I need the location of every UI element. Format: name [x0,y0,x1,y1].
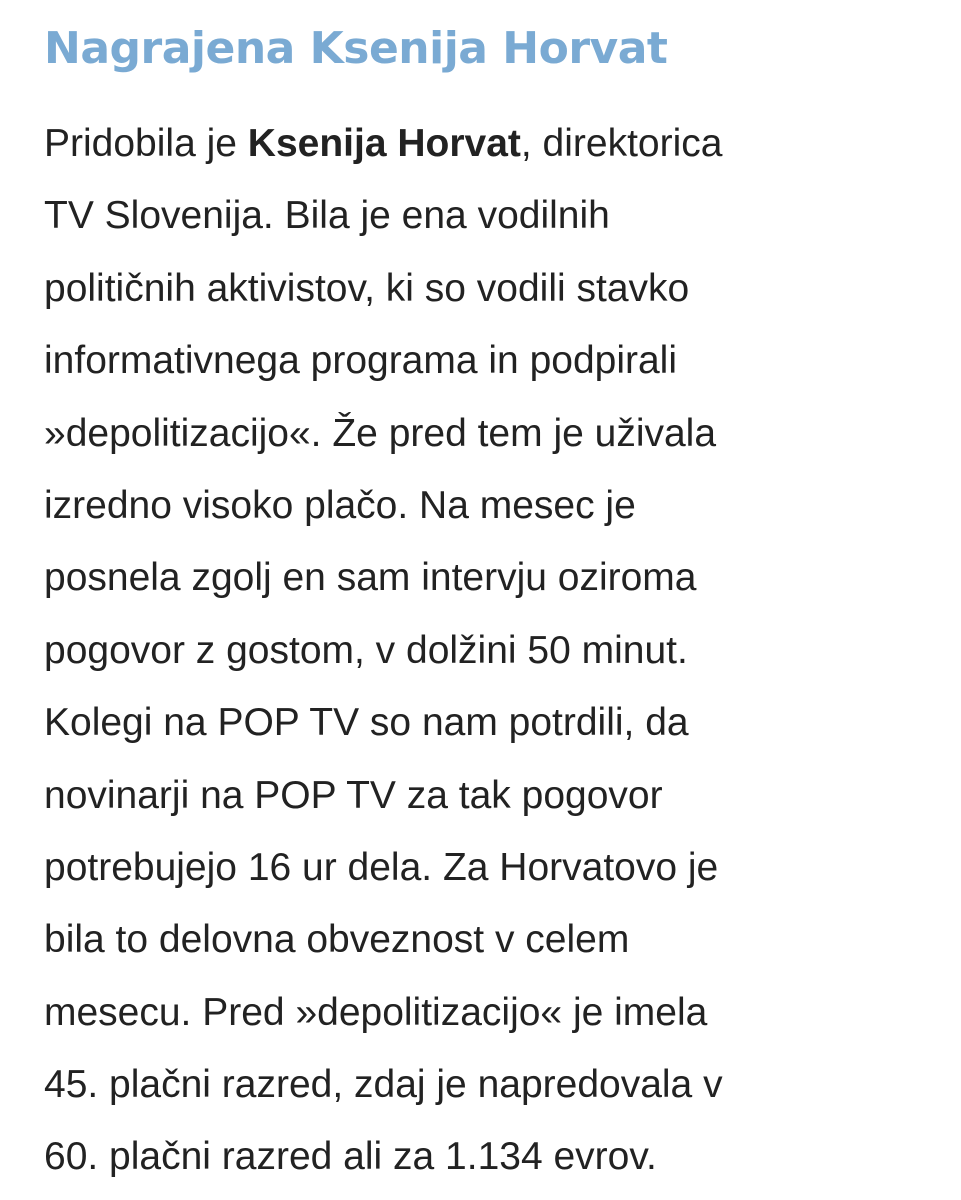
body-line: političnih aktivistov, ki so vodili stavko [44,266,690,310]
body-line: pogovor z gostom, v dolžini 50 minut. [44,628,688,672]
body-line: izredno visoko plačo. Na mesec je [44,483,636,527]
body-line: potrebujejo 16 ur dela. Za Horvatovo je [44,845,719,889]
body-line: mesecu. Pred »depolitizacijo« je imela [44,990,708,1034]
person-name-bold: Ksenija Horvat [247,122,521,165]
body-line: novinarji na POP TV za tak pogovor [44,773,663,817]
body-text-segment: Pridobila je [44,122,248,165]
body-line: Kolegi na POP TV so nam potrdili, da [44,701,689,745]
body-line: 45. plačni razred, zdaj je napredovala v [44,1063,723,1107]
article-title: Nagrajena Ksenija Horvat [44,23,668,74]
body-line: TV Slovenija. Bila je ena vodilnih [44,194,610,238]
body-line [44,108,944,180]
body-text-segment: , direktorica [520,122,723,165]
article-body [44,108,944,1194]
body-line: »depolitizacijo«. Že pred tem je uživala [44,411,717,455]
body-line: bila to delovna obveznost v celem [44,918,630,962]
article [44,14,944,1194]
body-line: informativnega programa in podpirali [44,339,678,383]
body-line: posnela zgolj en sam intervju oziroma [44,556,697,600]
body-line: 60. plačni razred ali za 1.134 evrov. [44,1135,657,1179]
